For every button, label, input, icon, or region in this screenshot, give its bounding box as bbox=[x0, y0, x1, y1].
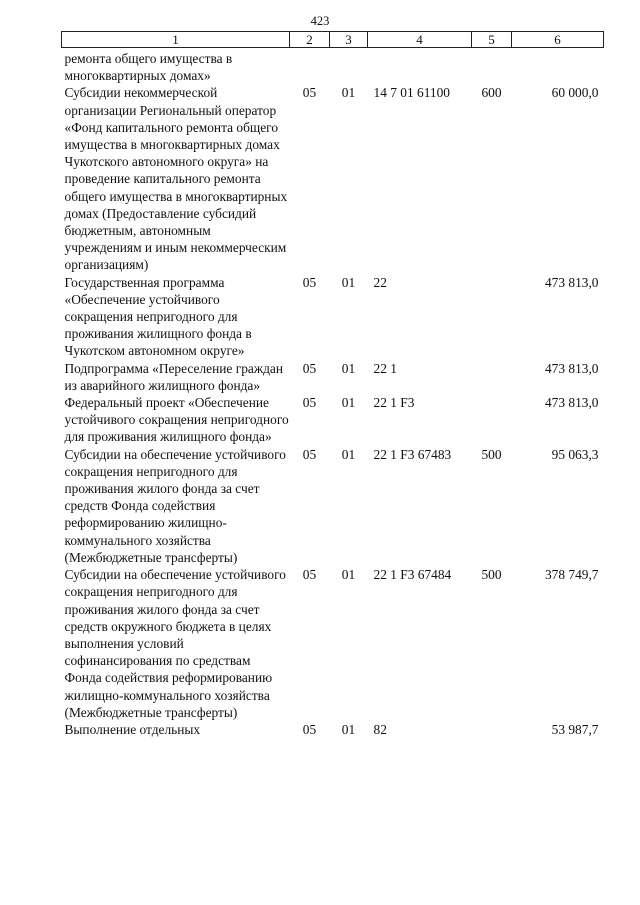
row-subsection: 01 bbox=[341, 721, 356, 737]
row-section: 05 bbox=[302, 274, 317, 290]
row-code: 22 1 F3 67483 bbox=[373, 446, 452, 462]
row-subsection: 01 bbox=[341, 567, 356, 583]
table-row bbox=[62, 446, 604, 566]
row-section: 05 bbox=[302, 85, 317, 101]
table-row bbox=[62, 394, 604, 446]
row-type bbox=[472, 721, 512, 738]
row-subsection: 01 bbox=[341, 395, 356, 411]
row-name: Субсидии на обеспечение устойчивого сокращения непригодного для проживания жилого фонда за счет средств окружного бюджета в целях выполнения условий софинансирования по средствам Фонда содействия реформированию жилищно-коммунального хозяйства (Межбюджетные трансферты) bbox=[64, 567, 286, 720]
header-col-5: 5 bbox=[472, 32, 512, 48]
row-code: 82 bbox=[373, 721, 387, 737]
header-col-2: 2 bbox=[290, 32, 330, 48]
table-row bbox=[62, 721, 604, 738]
row-code: 22 1 F3 67484 bbox=[373, 567, 452, 583]
row-amount bbox=[512, 48, 604, 85]
header-col-1: 1 bbox=[62, 32, 290, 48]
row-type bbox=[472, 274, 512, 360]
row-section: 05 bbox=[302, 721, 317, 737]
table-header-row bbox=[62, 32, 604, 48]
table-row bbox=[62, 48, 604, 85]
row-section bbox=[290, 48, 330, 85]
header-col-3: 3 bbox=[330, 32, 368, 48]
row-section: 05 bbox=[302, 446, 317, 462]
row-type: 500 bbox=[481, 567, 502, 583]
row-amount: 60 000,0 bbox=[551, 85, 599, 101]
table-row bbox=[62, 84, 604, 273]
row-type bbox=[472, 48, 512, 85]
row-name: Субсидии некоммерческой организации Региональный оператор «Фонд капитального ремонта общего имущества в многоквартирных домах Чукотского автономного округа» на проведение капитального ремонта общего имущества в многоквартирных домах (Предоставление субсидий бюджетным, автономным учреждениям и иным некоммерческим организациям) bbox=[64, 85, 288, 273]
row-name: Выполнение отдельных bbox=[64, 721, 201, 737]
row-name: Государственная программа «Обеспечение устойчивого сокращения непригодного для проживания жилищного фонда в Чукотском автономном округе» bbox=[64, 274, 252, 359]
row-type bbox=[472, 360, 512, 394]
row-subsection: 01 bbox=[341, 360, 356, 376]
row-code: 22 1 bbox=[373, 360, 397, 376]
page-number: 423 bbox=[310, 14, 330, 28]
row-type: 500 bbox=[481, 446, 502, 462]
row-subsection: 01 bbox=[341, 446, 356, 462]
row-amount: 473 813,0 bbox=[544, 395, 599, 411]
header-col-4: 4 bbox=[368, 32, 472, 48]
table-row bbox=[62, 274, 604, 360]
table-row bbox=[62, 360, 604, 394]
row-type bbox=[472, 394, 512, 446]
row-code: 22 bbox=[373, 274, 387, 290]
table-row bbox=[62, 566, 604, 721]
budget-table bbox=[61, 31, 604, 738]
header-col-6: 6 bbox=[512, 32, 604, 48]
row-section: 05 bbox=[302, 567, 317, 583]
row-name: Федеральный проект «Обеспечение устойчивого сокращения непригодного для проживания жилищного фонда» bbox=[64, 395, 289, 445]
row-name: Субсидии на обеспечение устойчивого сокращения непригодного для проживания жилого фонда за счет средств Фонда содействия реформированию жилищно-коммунального хозяйства (Межбюджетные трансферты) bbox=[64, 446, 286, 565]
row-type: 600 bbox=[481, 85, 502, 101]
row-amount: 473 813,0 bbox=[544, 274, 599, 290]
row-amount: 378 749,7 bbox=[544, 567, 599, 583]
row-name: Подпрограмма «Переселение граждан из аварийного жилищного фонда» bbox=[64, 360, 284, 393]
row-code: 22 1 F3 bbox=[373, 395, 415, 411]
row-subsection: 01 bbox=[341, 85, 356, 101]
row-section: 05 bbox=[302, 395, 317, 411]
row-name: ремонта общего имущества в многоквартирных домах» bbox=[64, 51, 233, 84]
row-subsection: 01 bbox=[341, 274, 356, 290]
row-section: 05 bbox=[302, 360, 317, 376]
row-code: 14 7 01 61100 bbox=[373, 85, 450, 101]
row-amount: 473 813,0 bbox=[544, 360, 599, 376]
row-amount: 53 987,7 bbox=[551, 721, 599, 737]
row-code bbox=[368, 48, 472, 85]
row-amount: 95 063,3 bbox=[551, 446, 599, 462]
row-subsection bbox=[330, 48, 368, 85]
